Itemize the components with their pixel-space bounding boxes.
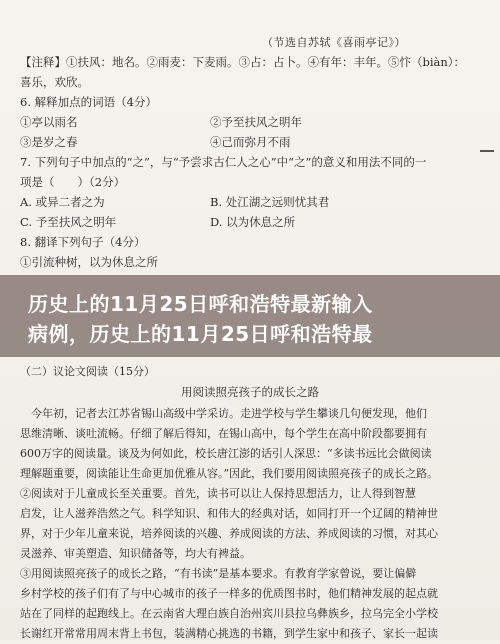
- q7-row-2: [20, 212, 480, 232]
- banner-title-line-1: 历史上的11月25日呼和浩特最新输入: [28, 292, 373, 316]
- page-edge-mark: [480, 150, 494, 166]
- annotation-line-1: 【注释】①扶风：地名。②雨麦：下麦雨。③占：占卜。④有年：丰年。⑤忭（biàn）：: [20, 55, 466, 69]
- q7-option-c: C. 予至扶风之明年: [20, 215, 117, 229]
- q6-option-2: ②予至扶风之明年: [210, 115, 302, 129]
- article-line-8: 灵滋养、审美塑造、知识储备等，均大有裨益。: [20, 547, 251, 560]
- q7-stem-2: 项是（ ）（2分）: [20, 175, 126, 189]
- q7-stem-1: 7. 下列句子中加点的“之”，与“予尝求古仁人之心”中“之”的意义和用法不同的一: [20, 155, 427, 169]
- q6-stem: 6. 解释加点的词语（4分）: [20, 95, 157, 109]
- q8-stem: 8. 翻译下列句子（4分）: [20, 235, 146, 249]
- q6-option-4: ④己而弥月不雨: [210, 135, 291, 149]
- q8-item-1: ①引流种树，以为休息之所: [20, 255, 158, 269]
- section-heading: （二）议论文阅读（15分）: [20, 365, 155, 378]
- q7-row-1: [20, 192, 480, 212]
- article-line-1: 今年初，记者去江苏省锡山高级中学采访。走进学校与学生攀谈几句便发现，他们: [20, 407, 427, 420]
- article-line-5: ②阅读对于儿童成长至关重要。首先，读书可以让人保持思想活力，让人得到智慧: [20, 487, 416, 500]
- question-block: [20, 52, 480, 272]
- article-line-9: ③用阅读照亮孩子的成长之路，“有书读”是基本要求。有教育学家曾说，要让偏僻: [20, 567, 417, 580]
- title-banner: [0, 275, 500, 357]
- q6-row-1: [20, 112, 480, 132]
- q7-option-a: A. 或异二者之为: [20, 195, 105, 209]
- q6-row-2: [20, 132, 480, 152]
- article-title: 用阅读照亮孩子的成长之路: [181, 385, 319, 399]
- article-line-7: 界，对于少年儿童来说，培养阅读的兴趣、养成阅读的方法、养成阅读的习惯，对其心: [20, 527, 438, 540]
- article-line-6: 启发，让人滋养浩然之气。科学知识、和伟大的经典对话，如同打开一个辽阔的精神世: [20, 507, 438, 520]
- article-line-12: 长谢红开常常用周末背上书包，装满精心挑选的书籍，到学生家中和孩子、家长一起读: [20, 627, 438, 640]
- banner-title-line-2: 病例，历史上的11月25日呼和浩特最: [28, 322, 373, 346]
- source-note: （节选自苏轼《喜雨亭记》）: [262, 36, 406, 49]
- q6-option-3: ③是岁之春: [20, 135, 78, 149]
- article-line-10: 乡村学校的孩子们有了与中心城市的孩子一样多的优质图书时，他们精神发展的起点就: [20, 587, 438, 600]
- q7-option-d: D. 以为休息之所: [210, 215, 296, 229]
- q6-option-1: ①亭以雨名: [20, 115, 78, 129]
- article-line-11: 站在了同样的起跑线上。在云南省大理白族自治州宾川县拉乌彝族乡，拉乌完全小学校: [20, 607, 438, 620]
- article-line-2: 思维清晰、谈吐流畅。仔细了解后得知，在锡山高中，每个学生在高中阶段都要拥有: [20, 427, 427, 440]
- reading-section: [20, 362, 480, 644]
- article-line-3: 600万字的阅读量。谈及为何如此，校长唐江澎的话引人深思：“多读书远比会做阅读: [20, 447, 432, 460]
- article-line-4: 理解题重要，阅读能让生命更加优雅从容。”因此，我们要用阅读照亮孩子的成长之路。: [20, 467, 439, 480]
- annotation-line-2: 喜乐，欢欣。: [20, 75, 89, 89]
- q7-option-b: B. 处江湖之远则忧其君: [210, 195, 330, 209]
